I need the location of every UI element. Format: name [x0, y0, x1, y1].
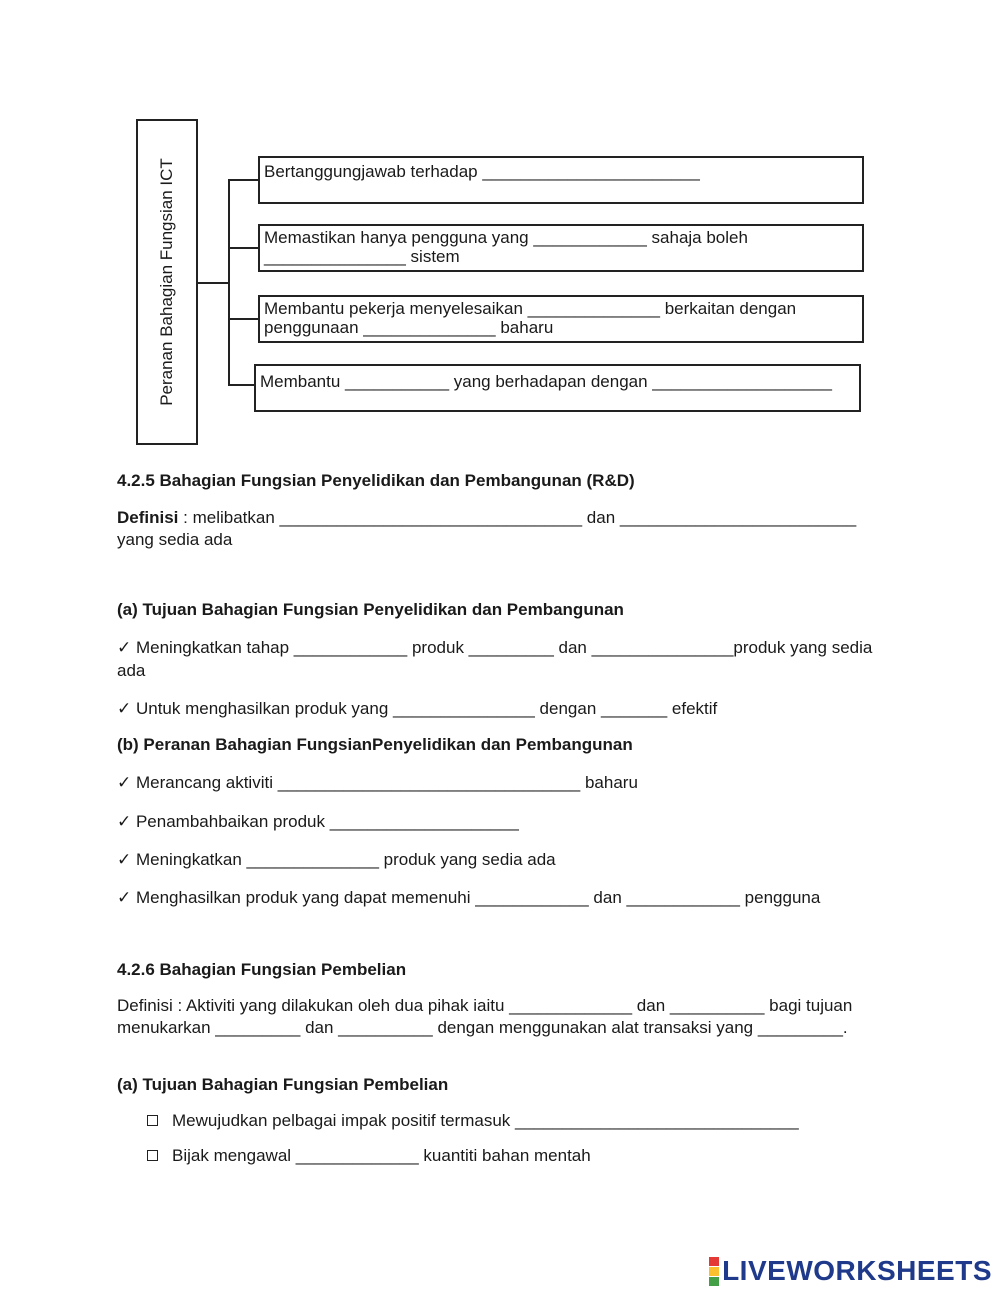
section-425-sub-a-item-1: ✓ Meningkatkan tahap ____________ produk _________ dan _______________produk yang sedia ada	[117, 638, 873, 680]
section-425-sub-b-item-3: ✓ Meningkatkan ______________ produk yang sedia ada	[117, 850, 556, 869]
section-425-heading: 4.2.5 Bahagian Fungsian Penyelidikan dan Pembangunan (R&D)	[117, 471, 635, 490]
section-426-heading: 4.2.6 Bahagian Fungsian Pembelian	[117, 960, 407, 979]
connector-branch-3	[228, 318, 259, 320]
section-426-sub-a-item-2	[147, 1145, 591, 1167]
connector-trunk	[228, 179, 230, 385]
section-426-sub-a-heading: (a) Tujuan Bahagian Fungsian Pembelian	[117, 1075, 449, 1094]
checkbox-bullet-icon	[147, 1150, 158, 1161]
section-425-sub-b-item-2: ✓ Penambahbaikan produk ____________________	[117, 812, 519, 831]
section-425-sub-a-heading: (a) Tujuan Bahagian Fungsian Penyelidikan dan Pembangunan	[117, 600, 624, 619]
connector-branch-4	[228, 384, 256, 386]
section-425-sub-a-item-2: ✓ Untuk menghasilkan produk yang _______________ dengan _______ efektif	[117, 699, 718, 718]
diagram-vertical-box	[136, 119, 198, 445]
diagram-box-1-text: Bertanggungjawab terhadap _______________________	[264, 162, 700, 181]
section-425-sub-b-item-1: ✓ Merancang aktiviti ________________________________ baharu	[117, 773, 638, 792]
diagram-box-1	[258, 156, 864, 204]
diagram-box-4-text: Membantu ___________ yang berhadapan dengan ___________________	[260, 372, 832, 391]
liveworksheets-logo	[709, 1255, 992, 1287]
diagram-box-3-text: Membantu pekerja menyelesaikan ______________ berkaitan dengan penggunaan ______________ baharu	[264, 299, 797, 337]
liveworksheets-logo-mark-icon	[709, 1257, 719, 1286]
section-425-definition-label: Definisi	[117, 508, 179, 527]
section-426-sub-a-item-1-text: Mewujudkan pelbagai impak positif termasuk ______________________________	[172, 1111, 799, 1130]
checkbox-bullet-icon	[147, 1115, 158, 1126]
liveworksheets-logo-text: LIVEWORKSHEETS	[722, 1255, 992, 1286]
section-426-sub-a-item-2-text: Bijak mengawal _____________ kuantiti bahan mentah	[172, 1146, 591, 1165]
connector-branch-2	[228, 247, 259, 249]
connector-branch-1	[228, 179, 259, 181]
section-425-sub-b-heading: (b) Peranan Bahagian FungsianPenyelidikan dan Pembangunan	[117, 735, 633, 754]
diagram-box-2	[258, 224, 864, 272]
section-426-definition: Definisi : Aktiviti yang dilakukan oleh dua pihak iaitu _____________ dan __________ bagi tujuan menukarkan _________ dan __________ dengan menggunakan alat transaksi yang _________.	[117, 996, 853, 1037]
diagram-box-3	[258, 295, 864, 343]
section-425-definition-text: : melibatkan ________________________________ dan _________________________ yang sedia ada	[117, 508, 857, 549]
section-426-sub-a-item-1	[147, 1110, 799, 1132]
section-425-definition	[117, 507, 887, 551]
diagram-box-4	[254, 364, 861, 412]
diagram-box-2-text: Memastikan hanya pengguna yang ____________ sahaja boleh _______________ sistem	[264, 228, 748, 266]
section-425-sub-b-item-4: ✓ Menghasilkan produk yang dapat memenuhi ____________ dan ____________ pengguna	[117, 888, 821, 907]
diagram-vertical-label: Peranan Bahagian Fungsian ICT	[157, 158, 176, 406]
connector-stub	[198, 282, 229, 284]
